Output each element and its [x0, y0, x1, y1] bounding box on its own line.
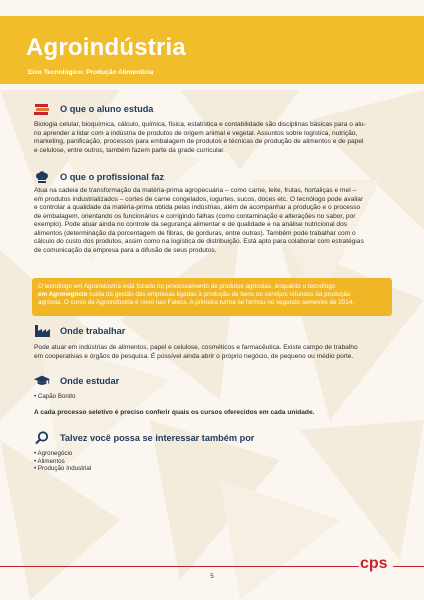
- text-line: Atua na cadeia de transformação da matéria-prima agropecuária – como carne, leite, frutas, hortaliças e mel –: [34, 187, 357, 194]
- section-heading-faz: [34, 170, 164, 184]
- info-callout: [32, 278, 392, 316]
- paragraph-faz: [34, 187, 394, 255]
- text-line: Biologia celular, bioquímica, cálculo, química, física, estatística e contabilidade são disciplinas básicas para o alu-: [34, 121, 366, 128]
- text-line: e controlar a qualidade da matéria-prima obtida pelas indústrias, além de acompanhar a produção e o processo: [34, 204, 361, 211]
- text-line: no aprender a lidar com a indústria de produtos de origem animal e vegetal. Assuntos sobre logística, nutrição,: [34, 129, 358, 137]
- text-line: cálculo do custo dos produtos, assim como na logística de distribuição. Está apto para colaborar com estratégias: [34, 238, 364, 245]
- text-line: em produtos industrializados – cortes de carne congelados, iogurtes, sucos, doces etc. O tecnólogo pode avaliar: [34, 195, 364, 203]
- page-number: 5: [210, 573, 214, 580]
- text-line: marketing, panificação, processos para embalagem de produtos e técnicas de produção de alimentos e de papel: [34, 138, 364, 145]
- graduation-cap-icon: [34, 374, 50, 388]
- list-interessar: [34, 450, 91, 473]
- text-line: em cooperativas e órgãos de pesquisa. É possível ainda abrir o próprio negócio, de pequeno ou médio porte.: [34, 352, 354, 360]
- list-item: • Agronegócio: [34, 450, 91, 458]
- callout-line: agrícola. O curso de Agroindústria é novo nas Fatecs. A primeira turma se formou no segundo semestre de 2014.: [38, 298, 355, 306]
- heading-estuda: O que o aluno estuda: [60, 104, 154, 114]
- page-title: Agroindústria: [26, 34, 186, 61]
- text-line: de embalagem, orientando os funcionários e corrigindo falhas (como contaminação e alterações no sabor, por: [34, 212, 356, 220]
- list-item: • Capão Bonito: [34, 393, 75, 401]
- callout-line: O tecnólogo em Agroindústria está focado no processamento de produtos agrícolas, enquanto o tecnólogo: [38, 283, 336, 290]
- callout-bold: em Agronegócio: [38, 290, 88, 298]
- section-heading-estuda: [34, 102, 153, 116]
- text-line: alimentos (determinação da porcentagem de fibras, de gorduras, entre outras). Também pode trabalhar com o: [34, 229, 356, 237]
- list-item: • Alimentos: [34, 458, 91, 466]
- heading-trabalhar: Onde trabalhar: [60, 326, 126, 336]
- text-line: e celulose, entre outros, também fazem parte da grade curricular.: [34, 146, 225, 154]
- text-line: exemplo). Pode atuar ainda no controle da segurança alimentar e de qualidade e na análise nutricional dos: [34, 221, 348, 228]
- text-line: Pode atuar em indústrias de alimentos, papel e celulose, cosméticos e farmacêutica. Existe campo de trabalho: [34, 344, 358, 351]
- text-line: de comunicação da empresa para a difusão de seus produtos.: [34, 246, 217, 254]
- chef-hat-icon: [34, 170, 50, 184]
- note-estudar: A cada processo seletivo é preciso conferir quais os cursos oferecidos em cada unidade.: [34, 409, 315, 416]
- callout-line: [38, 291, 386, 299]
- heading-estudar: Onde estudar: [60, 376, 120, 386]
- section-heading-estudar: [34, 374, 119, 388]
- section-heading-interessar: [34, 431, 254, 445]
- list-estudar: [34, 393, 75, 401]
- section-heading-trabalhar: [34, 324, 125, 338]
- cps-logo: [359, 552, 393, 574]
- magnifier-icon: [34, 431, 50, 445]
- logo-text: cps: [360, 555, 388, 572]
- page-subtitle: Eixo Tecnológico: Produção Alimentícia: [28, 69, 154, 76]
- factory-icon: [34, 324, 50, 338]
- callout-text: cuida da gestão das empresas ligadas à produção de bens ou serviços oriundos da produção: [87, 290, 351, 298]
- paragraph-estuda: [34, 121, 394, 155]
- heading-faz: O que o profissional faz: [60, 172, 165, 182]
- heading-interessar: Talvez você possa se interessar também por: [60, 433, 255, 443]
- paragraph-trabalhar: [34, 344, 394, 361]
- list-item: • Produção Industrial: [34, 465, 91, 473]
- books-icon: [34, 102, 50, 116]
